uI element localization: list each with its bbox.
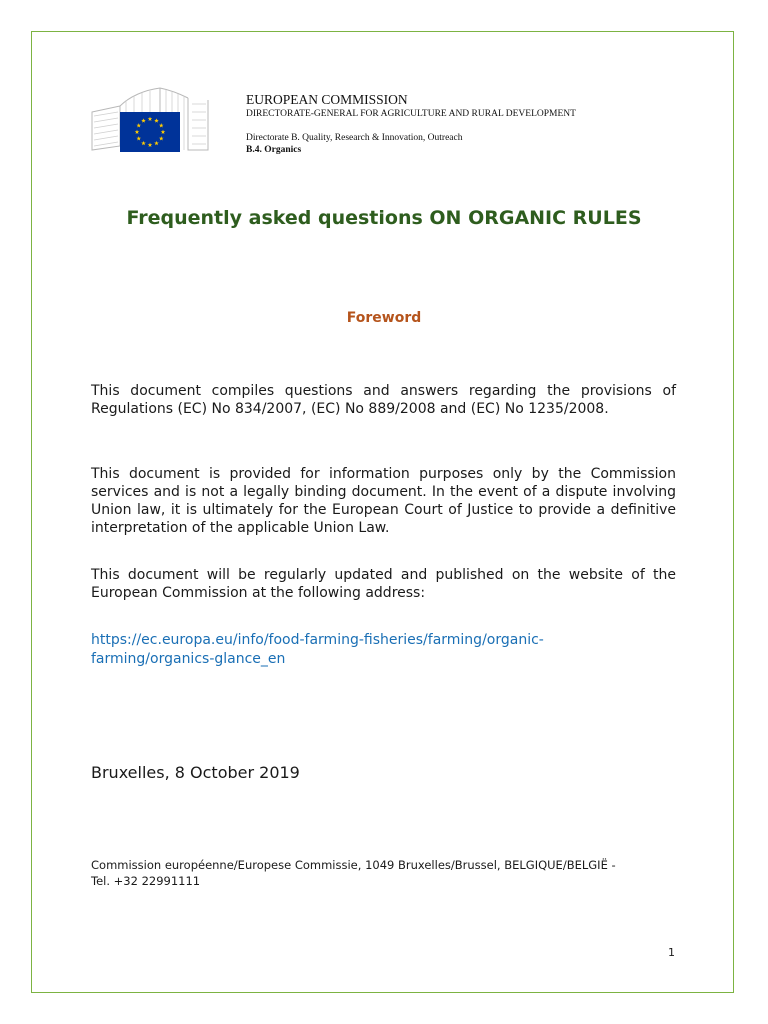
address-line-2: Tel. +32 22991111 [91,874,201,888]
website-link-line-2[interactable]: farming/organics-glance_en [91,651,286,667]
european-commission-logo-icon [90,84,210,156]
paragraph-updates: This document will be regularly updated and published on the website of the European Commission at the following address: [91,567,676,601]
foreword-heading: Foreword [346,310,422,326]
header-block [246,92,576,156]
paragraph-disclaimer: This document is provided for information purposes only by the Commission services and is not a legally binding document. In the event of a dispute involving Union law, it is ultimately for the European Court of Justice to provide a definitive interpretation of the applicable Union Law. [91,466,676,536]
directorate-name: Directorate B. Quality, Research & Innovation, Outreach [246,133,463,143]
page-number: 1 [668,946,675,959]
directorate-general-name: DIRECTORATE-GENERAL FOR AGRICULTURE AND RURAL DEVELOPMENT [246,109,576,119]
website-link-line-1[interactable]: https://ec.europa.eu/info/food-farming-fisheries/farming/organic- [91,632,544,648]
website-link[interactable] [91,631,544,669]
document-title: Frequently asked questions ON ORGANIC RULES [126,207,642,229]
footer-address [91,857,681,889]
paragraph-regulations: This document compiles questions and answers regarding the provisions of Regulations (EC) No 834/2007, (EC) No 889/2008 and (EC) No 1235/2008. [91,383,676,417]
unit-name: B.4. Organics [246,145,302,155]
organization-name: EUROPEAN COMMISSION [246,92,408,107]
address-line-1: Commission européenne/Europese Commissie, 1049 Bruxelles/Brussel, BELGIQUE/BELGIË - [91,858,616,872]
document-date: Bruxelles, 8 October 2019 [91,763,300,782]
